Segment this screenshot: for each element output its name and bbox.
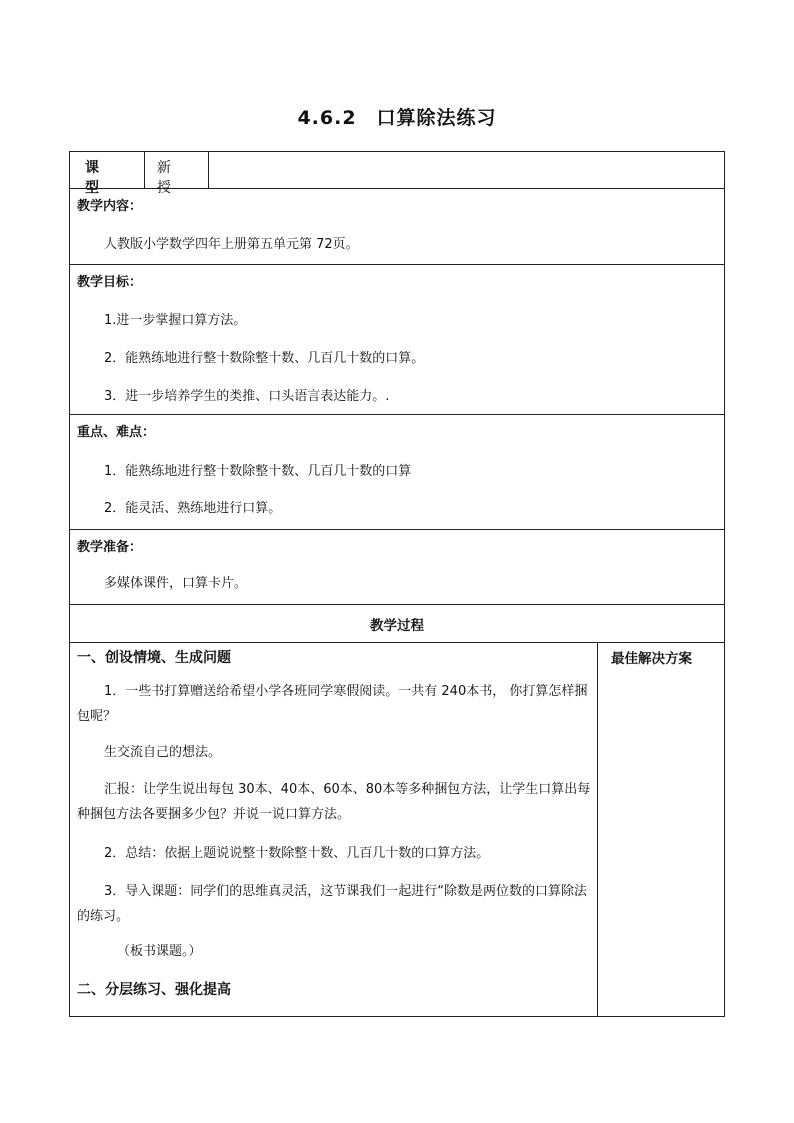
- goals-section: [70, 265, 724, 415]
- goals-heading: 教学目标：: [77, 275, 143, 290]
- preparation-heading: 教学准备：: [77, 540, 143, 555]
- process-paragraph: 2．总结：依据上题说说整十数除整十数、几百几十数的口算方法。: [104, 846, 490, 861]
- process-paragraph: 1．一些书打算赠送给希望小学各班同学寒假阅读。一共有 240本书， 你打算怎样捆包呢？: [77, 684, 588, 724]
- key-points-heading: 重点、难点：: [77, 425, 156, 440]
- best-solution-heading: 最佳解决方案: [611, 651, 692, 667]
- goal-item: 3．进一步培养学生的类推、口头语言表达能力。.: [104, 389, 390, 404]
- key-points-section: [70, 415, 724, 530]
- process-paragraph: （板书课题。）: [117, 944, 202, 959]
- content-section: [70, 189, 724, 265]
- content-heading: 教学内容：: [77, 199, 143, 214]
- process-paragraph: 生交流自己的想法。: [104, 745, 222, 760]
- section-2-heading: 二、分层练习、强化提高: [77, 982, 231, 998]
- column-divider: [597, 643, 598, 1016]
- process-heading-row: [70, 605, 724, 643]
- goal-item: 1.进一步掌握口算方法。: [104, 313, 247, 328]
- lesson-type-row: [70, 152, 724, 196]
- process-body: [70, 643, 724, 1016]
- lesson-type-value: 新 授: [145, 152, 209, 188]
- lesson-type-label: 课 型: [70, 152, 145, 188]
- process-paragraph: 3．导入课题：同学们的思维真灵活，这节课我们一起进行“除数是两位数的口算除法的练习。: [77, 884, 588, 924]
- preparation-text: 多媒体课件，口算卡片。: [104, 576, 248, 591]
- process-heading: 教学过程: [370, 618, 424, 634]
- key-point-item: 1．能熟练地进行整十数除整十数、几百几十数的口算: [104, 464, 412, 479]
- lesson-plan-table: [69, 151, 725, 1017]
- section-1-heading: 一、创设情境、生成问题: [77, 650, 231, 666]
- process-paragraph: 汇报：让学生说出每包 30本、40本、60本、80本等多种捆包方法，让学生口算出每种捆包方法各要捆多少包？并说一说口算方法。: [77, 782, 591, 822]
- page-title: 4.6.2 口算除法练习: [297, 107, 497, 129]
- preparation-section: [70, 530, 724, 605]
- key-point-item: 2．能灵活、熟练地进行口算。: [104, 501, 282, 516]
- content-text: 人教版小学数学四年上册第五单元第 72页。: [104, 237, 359, 252]
- goal-item: 2．能熟练地进行整十数除整十数、几百几十数的口算。: [104, 351, 425, 366]
